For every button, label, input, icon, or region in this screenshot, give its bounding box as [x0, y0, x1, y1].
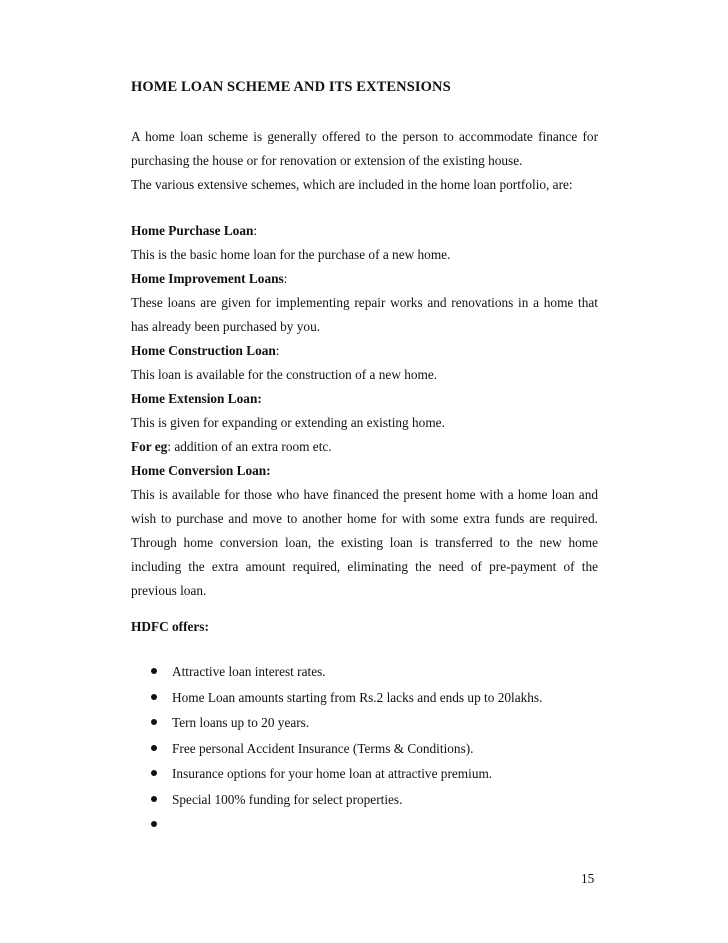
- list-item: [150, 736, 542, 762]
- section-home-conversion-text: Through home conversion loan, the existing loan is transferred to the new home: [131, 535, 598, 550]
- list-item: [150, 685, 542, 711]
- hdfc-offers-list: [150, 659, 542, 838]
- heading-text: Home Construction Loan: [131, 343, 276, 358]
- bullet-icon: [151, 770, 157, 776]
- example-label: For eg: [131, 439, 168, 454]
- section-home-extension-example: [131, 435, 598, 459]
- list-item: [150, 659, 542, 685]
- list-item: [150, 761, 542, 787]
- section-home-extension-heading: Home Extension Loan:: [131, 391, 262, 406]
- bullet-icon: [151, 719, 157, 725]
- section-home-conversion-text: wish to purchase and move to another home for with some extra funds are required.: [131, 511, 598, 526]
- list-item-text: Insurance options for your home loan at attractive premium.: [172, 766, 493, 781]
- list-item-text: Tern loans up to 20 years.: [172, 715, 310, 730]
- list-item-text: Home Loan amounts starting from Rs.2 lacks and ends up to 20lakhs.: [172, 689, 543, 705]
- section-home-construction-heading: [131, 339, 598, 363]
- section-home-extension-text: This is given for expanding or extending an existing home.: [131, 415, 445, 430]
- heading-suffix: :: [275, 343, 280, 358]
- bullet-icon: [151, 694, 157, 700]
- bullet-icon: [151, 796, 157, 802]
- list-item: [150, 812, 542, 838]
- intro-line: The various extensive schemes, which are included in the home loan portfolio, are:: [131, 177, 573, 192]
- section-home-improvement-text: These loans are given for implementing repair works and renovations in a home that: [131, 295, 598, 310]
- list-item-text: Attractive loan interest rates.: [172, 664, 326, 679]
- section-home-conversion-heading: Home Conversion Loan:: [131, 463, 271, 478]
- list-item: [150, 787, 542, 813]
- section-home-conversion-text: previous loan.: [131, 583, 207, 598]
- intro-line: purchasing the house or for renovation or extension of the existing house.: [131, 153, 523, 168]
- page-number: 15: [581, 871, 595, 886]
- loan-types-section: [131, 219, 598, 603]
- section-home-improvement-text: has already been purchased by you.: [131, 319, 321, 334]
- list-item: [150, 710, 542, 736]
- heading-text: Home Improvement Loans: [131, 271, 284, 286]
- bullet-icon: [151, 745, 157, 751]
- document-title: HOME LOAN SCHEME AND ITS EXTENSIONS: [131, 79, 451, 95]
- heading-suffix: :: [283, 271, 288, 286]
- example-text: : addition of an extra room etc.: [167, 439, 332, 454]
- hdfc-offers-heading: HDFC offers:: [131, 619, 209, 634]
- bullet-icon: [151, 668, 157, 674]
- heading-text: Home Purchase Loan: [131, 223, 254, 238]
- list-item-text: Special 100% funding for select properties.: [172, 791, 403, 807]
- section-home-improvement-heading: [131, 267, 598, 291]
- intro-paragraph: [131, 125, 598, 197]
- list-item-text: Free personal Accident Insurance (Terms & Conditions).: [172, 740, 474, 756]
- section-home-purchase-text: This is the basic home loan for the purchase of a new home.: [131, 247, 451, 262]
- section-home-construction-text: This loan is available for the construction of a new home.: [131, 367, 438, 382]
- section-home-purchase-heading: [131, 219, 598, 243]
- heading-suffix: :: [253, 223, 258, 238]
- section-home-conversion-text: including the extra amount required, eliminating the need of pre-payment of the: [131, 559, 598, 574]
- bullet-icon: [151, 821, 157, 827]
- section-home-conversion-text: This is available for those who have financed the present home with a home loan and: [131, 487, 598, 502]
- intro-line: A home loan scheme is generally offered to the person to accommodate finance for: [131, 129, 598, 144]
